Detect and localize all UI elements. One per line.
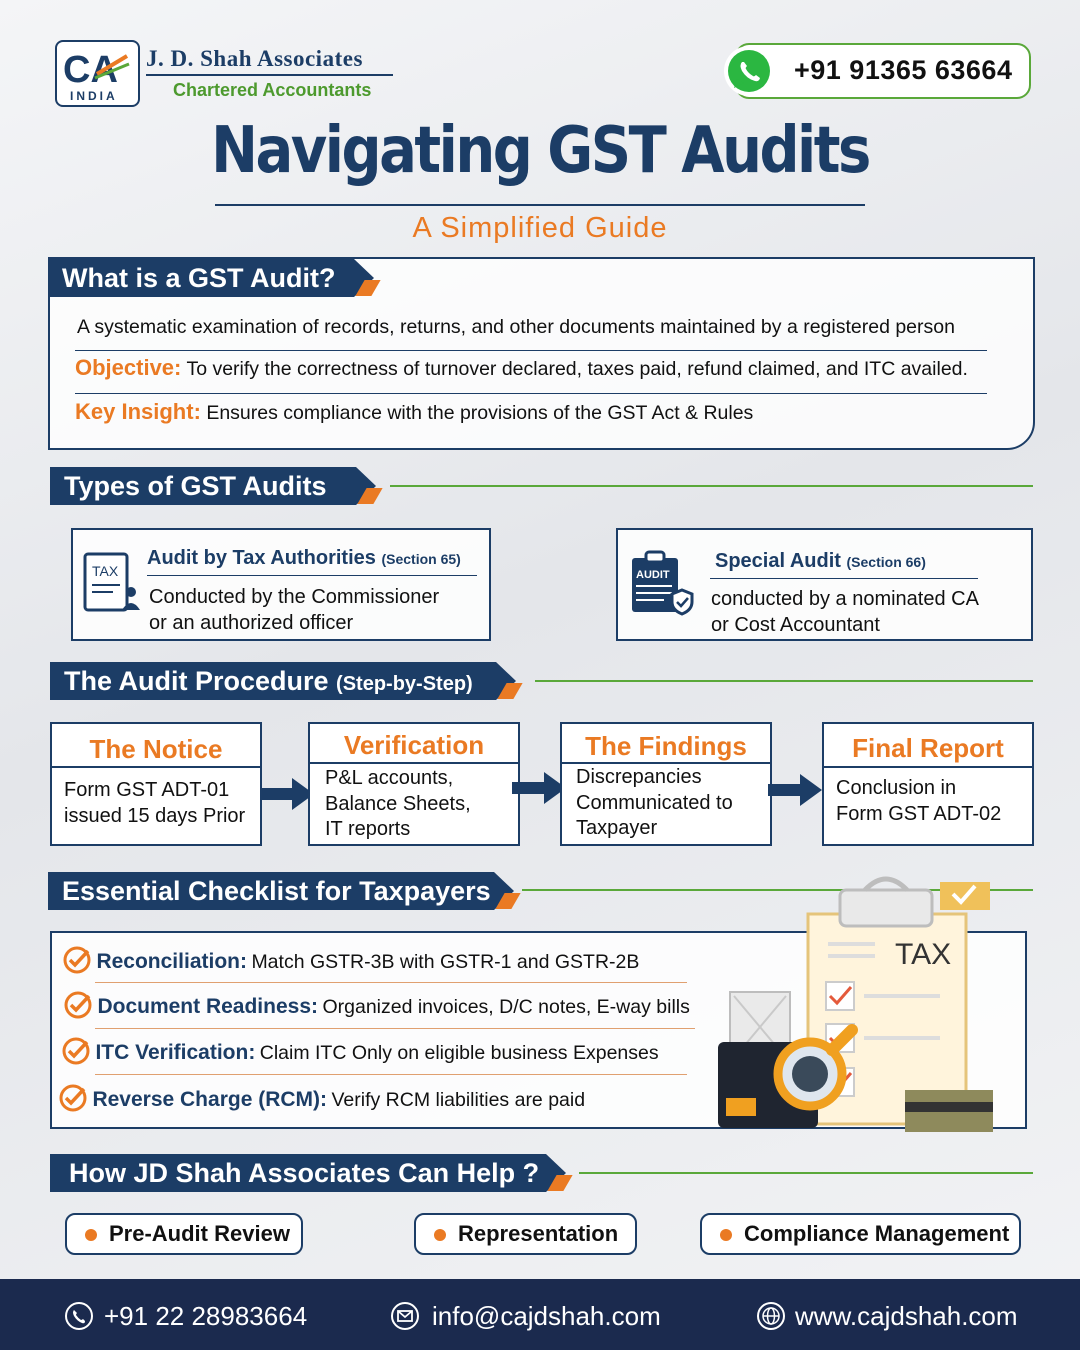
procedure-heading-small: (Step-by-Step) [336,673,473,695]
audit-clipboard-icon [630,550,694,618]
step-line: Balance Sheets, [325,792,471,815]
description-line: Conducted by the Commissioner [149,586,440,608]
description-line: or an authorized officer [149,612,354,634]
step-divider [52,766,260,768]
globe-icon [756,1301,786,1331]
gst-audit-definition: A systematic examination of records, returns, and other documents maintained by a registered person [77,316,955,338]
checklist-heading-text: Essential Checklist for Taxpayers [62,876,491,906]
check-circle-icon [61,1036,91,1066]
footer-email[interactable]: info@cajdshah.com [432,1301,661,1331]
step-line: Taxpayer [576,817,658,839]
audit-type-name: Special Audit [715,550,841,572]
step-line: Form GST ADT-02 [836,802,1002,825]
section-rule [579,1172,1033,1174]
phone-icon [64,1301,94,1331]
checklist-item [58,1083,585,1113]
audit-clipboard-label: AUDIT [636,569,670,581]
divider [75,393,987,394]
what-is-heading-text: What is a GST Audit? [62,263,336,293]
procedure-step [822,722,1034,846]
step-line: Form GST ADT-01 [64,779,230,801]
service-pill-representation[interactable] [414,1213,637,1255]
firm-subtitle: Chartered Accountants [173,80,372,100]
service-label: Pre-Audit Review [109,1221,290,1246]
special-audit-card [616,528,1033,641]
tax-document-label: TAX [92,563,119,579]
step-description [576,765,733,842]
divider [147,575,477,576]
objective-row [75,355,968,381]
divider [75,350,987,351]
service-label: Compliance Management [744,1221,1010,1246]
audit-type-card [71,528,491,641]
illustration-tax-label: TAX [895,938,952,971]
step-divider [310,762,518,764]
check-circle-icon [63,990,93,1020]
section-rule [390,485,1033,487]
page-subtitle: A Simplified Guide [412,212,668,244]
objective-label: Objective: [75,355,182,380]
bullet-dot [434,1229,446,1241]
email-icon [390,1301,420,1331]
audit-type-description [711,586,979,638]
procedure-step [560,722,772,846]
audit-type-description [149,584,439,636]
divider [95,1028,695,1029]
step-divider [562,762,770,764]
procedure-heading [50,662,496,700]
bullet-dot [720,1229,732,1241]
step-line: IT reports [325,818,411,840]
checklist-text: Claim ITC Only on eligible business Expenses [259,1042,659,1064]
audit-type-section: (Section 65) [381,551,461,567]
checklist-label: ITC Verification: [95,1041,256,1064]
description-line: or Cost Accountant [711,614,880,636]
checklist-text: Verify RCM liabilities are paid [331,1089,586,1111]
help-heading [50,1154,546,1192]
audit-type-title [147,547,461,570]
procedure-step [308,722,520,846]
service-label: Representation [458,1221,619,1246]
audit-type-title [715,550,926,573]
logo-country: INDIA [70,89,118,103]
step-line: issued 15 days Prior [64,804,246,827]
checklist-label: Reverse Charge (RCM): [92,1088,328,1111]
checklist-item [63,990,690,1020]
checklist-text: Organized invoices, D/C notes, E-way bills [322,996,690,1018]
what-is-heading [48,259,354,297]
step-description [64,778,245,829]
divider [95,982,687,983]
audit-type-section: (Section 66) [846,554,926,570]
bullet-dot [85,1229,97,1241]
tax-document-icon [83,552,145,614]
step-line: Discrepancies [576,766,702,788]
step-line: Communicated to [576,791,733,814]
checklist-item [61,1036,659,1066]
types-heading [50,467,356,505]
divider [710,578,978,579]
procedure-heading-text: The Audit Procedure [64,666,329,696]
procedure-step [50,722,262,846]
step-description [836,776,1001,827]
check-circle-icon [62,945,92,975]
step-divider [824,766,1032,768]
step-description [325,766,471,843]
footer-phone[interactable]: +91 22 28983664 [104,1301,308,1331]
page-title: Navigating GST Audits [211,113,869,188]
checklist-label: Reconciliation: [96,950,247,973]
step-line: Conclusion in [836,777,957,799]
key-insight-label: Key Insight: [75,399,201,424]
whatsapp-icon [722,44,776,98]
types-heading-text: Types of GST Audits [64,471,327,501]
step-line: P&L accounts, [325,767,454,789]
tax-audit-illustration-icon [700,872,1000,1132]
checklist-text: Match GSTR-3B with GSTR-1 and GSTR-2B [251,951,640,973]
firm-name: J. D. Shah Associates [146,46,363,71]
help-heading-text: How JD Shah Associates Can Help ? [69,1158,540,1188]
step-title: The Findings [585,731,747,761]
divider [95,1074,687,1075]
checklist-heading [48,872,494,910]
logo-letters: CA [63,49,118,91]
audit-type-name: Audit by Tax Authorities [147,547,376,569]
checklist-item [62,945,639,975]
key-insight-row [75,399,753,425]
checklist-label: Document Readiness: [97,995,319,1018]
service-pill-compliance[interactable] [700,1213,1021,1255]
step-title: Final Report [852,733,1004,763]
arrow-right-icon [766,772,824,808]
description-line: conducted by a nominated CA [711,588,979,610]
step-title: The Notice [89,734,223,764]
section-rule [535,680,1033,682]
service-pill-pre-audit[interactable] [65,1213,303,1255]
title-underline [215,204,865,206]
ca-india-logo [55,40,140,107]
key-insight-text: Ensures compliance with the provisions of the GST Act & Rules [206,402,754,424]
objective-text: To verify the correctness of turnover declared, taxes paid, refund claimed, and ITC availed. [186,358,968,380]
check-circle-icon [58,1083,88,1113]
whatsapp-number[interactable]: +91 91365 63664 [794,55,1013,85]
footer-website[interactable]: www.cajdshah.com [795,1301,1018,1331]
firm-name-underline [146,74,393,76]
step-title: Verification [343,730,485,760]
